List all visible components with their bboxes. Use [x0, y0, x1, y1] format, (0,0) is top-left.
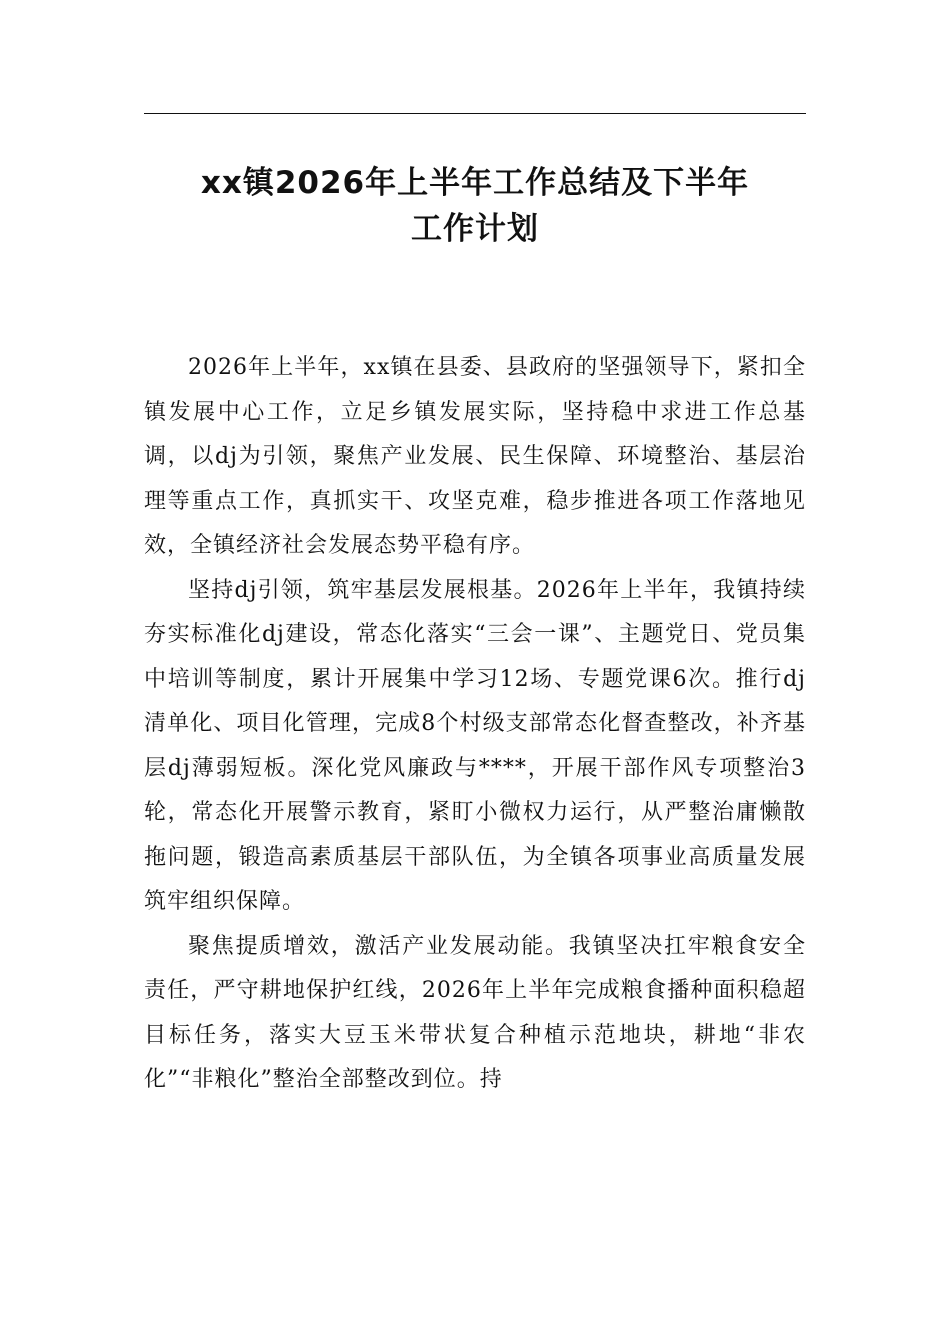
document-body: [144, 346, 806, 1103]
header-rule: [144, 113, 806, 114]
document-title: [144, 160, 806, 252]
title-line-2: 工作计划: [411, 211, 539, 247]
paragraph-industry: 聚焦提质增效，激活产业发展动能。我镇坚决扛牢粮食安全责任，严守耕地保护红线，2026年上半年完成粮食播种面积稳超目标任务，落实大豆玉米带状复合种植示范地块，耕地“非农化”“非粮化”整治全部整改到位。持: [144, 933, 806, 1092]
title-line-1: xx镇2026年上半年工作总结及下半年: [200, 165, 750, 201]
paragraph-party-building: 坚持dj引领，筑牢基层发展根基。2026年上半年，我镇持续夯实标准化dj建设，常态化落实“三会一课”、主题党日、党员集中培训等制度，累计开展集中学习12场、专题党课6次。推行dj清单化、项目化管理，完成8个村级支部常态化督查整改，补齐基层dj薄弱短板。深化党风廉政与****，开展干部作风专项整治3轮，常态化开展警示教育，紧盯小微权力运行，从严整治庸懒散拖问题，锻造高素质基层干部队伍，为全镇各项事业高质量发展筑牢组织保障。: [144, 577, 806, 914]
paragraph-intro: 2026年上半年，xx镇在县委、县政府的坚强领导下，紧扣全镇发展中心工作，立足乡镇发展实际，坚持稳中求进工作总基调，以dj为引领，聚焦产业发展、民生保障、环境整治、基层治理等重点工作，真抓实干、攻坚克难，稳步推进各项工作落地见效，全镇经济社会发展态势平稳有序。: [144, 355, 806, 558]
